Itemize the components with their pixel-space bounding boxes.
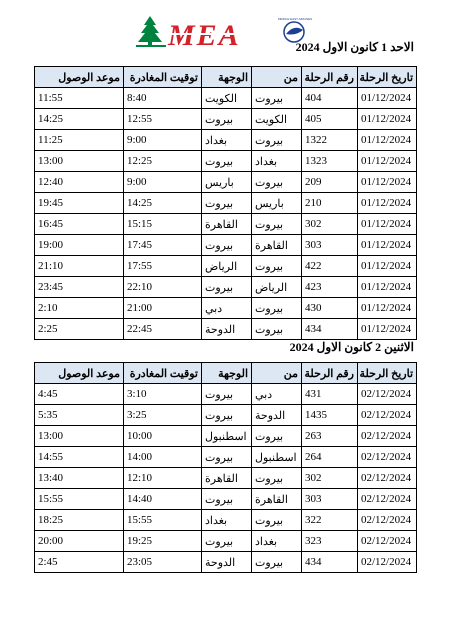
table-row xyxy=(35,468,417,489)
destination-cell: دبي xyxy=(202,298,252,319)
table-row xyxy=(35,426,417,447)
arrival-cell: 13:00 xyxy=(35,151,124,172)
table-row xyxy=(35,552,417,573)
table-row xyxy=(35,384,417,405)
from-cell: دبي xyxy=(252,384,302,405)
destination-cell: بغداد xyxy=(202,130,252,151)
arrival-cell: 21:10 xyxy=(35,256,124,277)
destination-cell: القاهرة xyxy=(202,214,252,235)
from-cell: القاهرة xyxy=(252,235,302,256)
from-cell: الدوحة xyxy=(252,405,302,426)
date-cell: 02/12/2024 xyxy=(358,405,417,426)
table-row xyxy=(35,489,417,510)
departure-cell: 22:45 xyxy=(124,319,202,340)
table-row xyxy=(35,235,417,256)
flight-number-cell: 431 xyxy=(302,384,358,405)
table-row xyxy=(35,88,417,109)
flight-number-cell: 405 xyxy=(302,109,358,130)
departure-cell: 23:05 xyxy=(124,552,202,573)
date-cell: 02/12/2024 xyxy=(358,552,417,573)
arrival-cell: 4:45 xyxy=(35,384,124,405)
arrival-cell: 11:55 xyxy=(35,88,124,109)
destination-cell: بيروت xyxy=(202,489,252,510)
flight-number-cell: 404 xyxy=(302,88,358,109)
destination-cell: بيروت xyxy=(202,193,252,214)
flight-number-cell: 423 xyxy=(302,277,358,298)
arrival-cell: 19:00 xyxy=(35,235,124,256)
departure-cell: 3:25 xyxy=(124,405,202,426)
arrival-cell: 11:25 xyxy=(35,130,124,151)
destination-cell: بيروت xyxy=(202,109,252,130)
destination-cell: بيروت xyxy=(202,235,252,256)
from-cell: بيروت xyxy=(252,552,302,573)
departure-cell: 14:00 xyxy=(124,447,202,468)
schedule-table-day2 xyxy=(34,362,417,573)
date-cell: 01/12/2024 xyxy=(358,172,417,193)
arrival-cell: 23:45 xyxy=(35,277,124,298)
flight-number-cell: 1323 xyxy=(302,151,358,172)
destination-cell: باريس xyxy=(202,172,252,193)
from-cell: بيروت xyxy=(252,510,302,531)
date-cell: 02/12/2024 xyxy=(358,426,417,447)
flight-number-cell: 322 xyxy=(302,510,358,531)
flight-number-cell: 303 xyxy=(302,489,358,510)
arrival-cell: 13:40 xyxy=(35,468,124,489)
date-cell: 02/12/2024 xyxy=(358,489,417,510)
section-title-day1: الاحد 1 كانون الاول 2024 xyxy=(295,40,414,54)
date-cell: 01/12/2024 xyxy=(358,277,417,298)
departure-cell: 14:40 xyxy=(124,489,202,510)
date-cell: 01/12/2024 xyxy=(358,298,417,319)
table-row xyxy=(35,130,417,151)
destination-cell: بيروت xyxy=(202,405,252,426)
date-cell: 01/12/2024 xyxy=(358,235,417,256)
flight-number-cell: 263 xyxy=(302,426,358,447)
from-cell: بيروت xyxy=(252,172,302,193)
header-row xyxy=(35,67,417,88)
from-cell: بيروت xyxy=(252,130,302,151)
section-title-day2: الاثنين 2 كانون الاول 2024 xyxy=(289,340,414,354)
arrival-cell: 2:10 xyxy=(35,298,124,319)
flight-number-cell: 210 xyxy=(302,193,358,214)
date-cell: 01/12/2024 xyxy=(358,319,417,340)
mea-logo-graphic xyxy=(136,14,316,48)
table-row xyxy=(35,447,417,468)
destination-cell: بغداد xyxy=(202,510,252,531)
arrival-cell: 5:35 xyxy=(35,405,124,426)
destination-cell: الدوحة xyxy=(202,552,252,573)
from-cell: بغداد xyxy=(252,151,302,172)
table-row xyxy=(35,214,417,235)
flight-number-cell: 1435 xyxy=(302,405,358,426)
destination-cell: الدوحة xyxy=(202,319,252,340)
col-date: تاريخ الرحلة xyxy=(358,363,417,384)
table-row xyxy=(35,193,417,214)
date-cell: 02/12/2024 xyxy=(358,384,417,405)
departure-cell: 22:10 xyxy=(124,277,202,298)
departure-cell: 15:55 xyxy=(124,510,202,531)
arrival-cell: 12:40 xyxy=(35,172,124,193)
from-cell: بيروت xyxy=(252,88,302,109)
col-arrival: موعد الوصول xyxy=(35,363,124,384)
flight-number-cell: 264 xyxy=(302,447,358,468)
date-cell: 01/12/2024 xyxy=(358,193,417,214)
flight-number-cell: 434 xyxy=(302,319,358,340)
from-cell: بيروت xyxy=(252,468,302,489)
departure-cell: 21:00 xyxy=(124,298,202,319)
date-cell: 02/12/2024 xyxy=(358,531,417,552)
destination-cell: اسطنبول xyxy=(202,426,252,447)
flight-number-cell: 422 xyxy=(302,256,358,277)
col-date: تاريخ الرحلة xyxy=(358,67,417,88)
svg-text:MIDDLE EAST AIRLINES: MIDDLE EAST AIRLINES xyxy=(278,17,313,21)
date-cell: 01/12/2024 xyxy=(358,151,417,172)
table-row xyxy=(35,298,417,319)
svg-text:MEA: MEA xyxy=(168,19,241,48)
from-cell: بيروت xyxy=(252,214,302,235)
header-row xyxy=(35,363,417,384)
table-row xyxy=(35,531,417,552)
departure-cell: 3:10 xyxy=(124,384,202,405)
flight-number-cell: 302 xyxy=(302,468,358,489)
from-cell: بيروت xyxy=(252,298,302,319)
date-cell: 01/12/2024 xyxy=(358,109,417,130)
table-row xyxy=(35,256,417,277)
table-row xyxy=(35,151,417,172)
destination-cell: بيروت xyxy=(202,151,252,172)
flight-number-cell: 1322 xyxy=(302,130,358,151)
from-cell: القاهرة xyxy=(252,489,302,510)
date-cell: 02/12/2024 xyxy=(358,510,417,531)
departure-cell: 19:25 xyxy=(124,531,202,552)
departure-cell: 9:00 xyxy=(124,130,202,151)
date-cell: 01/12/2024 xyxy=(358,256,417,277)
departure-cell: 14:25 xyxy=(124,193,202,214)
emblem-icon xyxy=(284,22,304,42)
departure-cell: 10:00 xyxy=(124,426,202,447)
date-cell: 01/12/2024 xyxy=(358,214,417,235)
col-departure: توقيت المغادرة xyxy=(124,67,202,88)
table-row xyxy=(35,277,417,298)
date-cell: 02/12/2024 xyxy=(358,468,417,489)
destination-cell: الكويت xyxy=(202,88,252,109)
from-cell: الرياض xyxy=(252,277,302,298)
arrival-cell: 2:45 xyxy=(35,552,124,573)
arrival-cell: 2:25 xyxy=(35,319,124,340)
destination-cell: بيروت xyxy=(202,277,252,298)
mea-logo xyxy=(136,14,316,48)
col-from: من xyxy=(252,67,302,88)
departure-cell: 17:55 xyxy=(124,256,202,277)
departure-cell: 12:25 xyxy=(124,151,202,172)
col-flight-number: رقم الرحلة xyxy=(302,363,358,384)
departure-cell: 9:00 xyxy=(124,172,202,193)
col-destination: الوجهة xyxy=(202,363,252,384)
departure-cell: 8:40 xyxy=(124,88,202,109)
table-row xyxy=(35,109,417,130)
flight-number-cell: 302 xyxy=(302,214,358,235)
table-row xyxy=(35,172,417,193)
table-row xyxy=(35,405,417,426)
destination-cell: بيروت xyxy=(202,447,252,468)
arrival-cell: 15:55 xyxy=(35,489,124,510)
cedar-icon xyxy=(136,16,166,47)
col-flight-number: رقم الرحلة xyxy=(302,67,358,88)
departure-cell: 15:15 xyxy=(124,214,202,235)
date-cell: 01/12/2024 xyxy=(358,88,417,109)
from-cell: بغداد xyxy=(252,531,302,552)
flight-number-cell: 434 xyxy=(302,552,358,573)
schedule-table-day1 xyxy=(34,66,417,340)
col-from: من xyxy=(252,363,302,384)
destination-cell: بيروت xyxy=(202,531,252,552)
arrival-cell: 14:25 xyxy=(35,109,124,130)
col-arrival: موعد الوصول xyxy=(35,67,124,88)
departure-cell: 17:45 xyxy=(124,235,202,256)
arrival-cell: 18:25 xyxy=(35,510,124,531)
date-cell: 02/12/2024 xyxy=(358,447,417,468)
departure-cell: 12:10 xyxy=(124,468,202,489)
destination-cell: القاهرة xyxy=(202,468,252,489)
from-cell: الكويت xyxy=(252,109,302,130)
from-cell: باريس xyxy=(252,193,302,214)
flight-number-cell: 209 xyxy=(302,172,358,193)
table-row xyxy=(35,510,417,531)
arrival-cell: 20:00 xyxy=(35,531,124,552)
arrival-cell: 13:00 xyxy=(35,426,124,447)
destination-cell: بيروت xyxy=(202,384,252,405)
col-destination: الوجهة xyxy=(202,67,252,88)
from-cell: بيروت xyxy=(252,319,302,340)
table-row xyxy=(35,319,417,340)
flight-number-cell: 430 xyxy=(302,298,358,319)
arrival-cell: 14:55 xyxy=(35,447,124,468)
flight-number-cell: 323 xyxy=(302,531,358,552)
date-cell: 01/12/2024 xyxy=(358,130,417,151)
arrival-cell: 16:45 xyxy=(35,214,124,235)
arrival-cell: 19:45 xyxy=(35,193,124,214)
from-cell: اسطنبول xyxy=(252,447,302,468)
from-cell: بيروت xyxy=(252,256,302,277)
from-cell: بيروت xyxy=(252,426,302,447)
col-departure: توقيت المغادرة xyxy=(124,363,202,384)
departure-cell: 12:55 xyxy=(124,109,202,130)
flight-number-cell: 303 xyxy=(302,235,358,256)
destination-cell: الرياض xyxy=(202,256,252,277)
